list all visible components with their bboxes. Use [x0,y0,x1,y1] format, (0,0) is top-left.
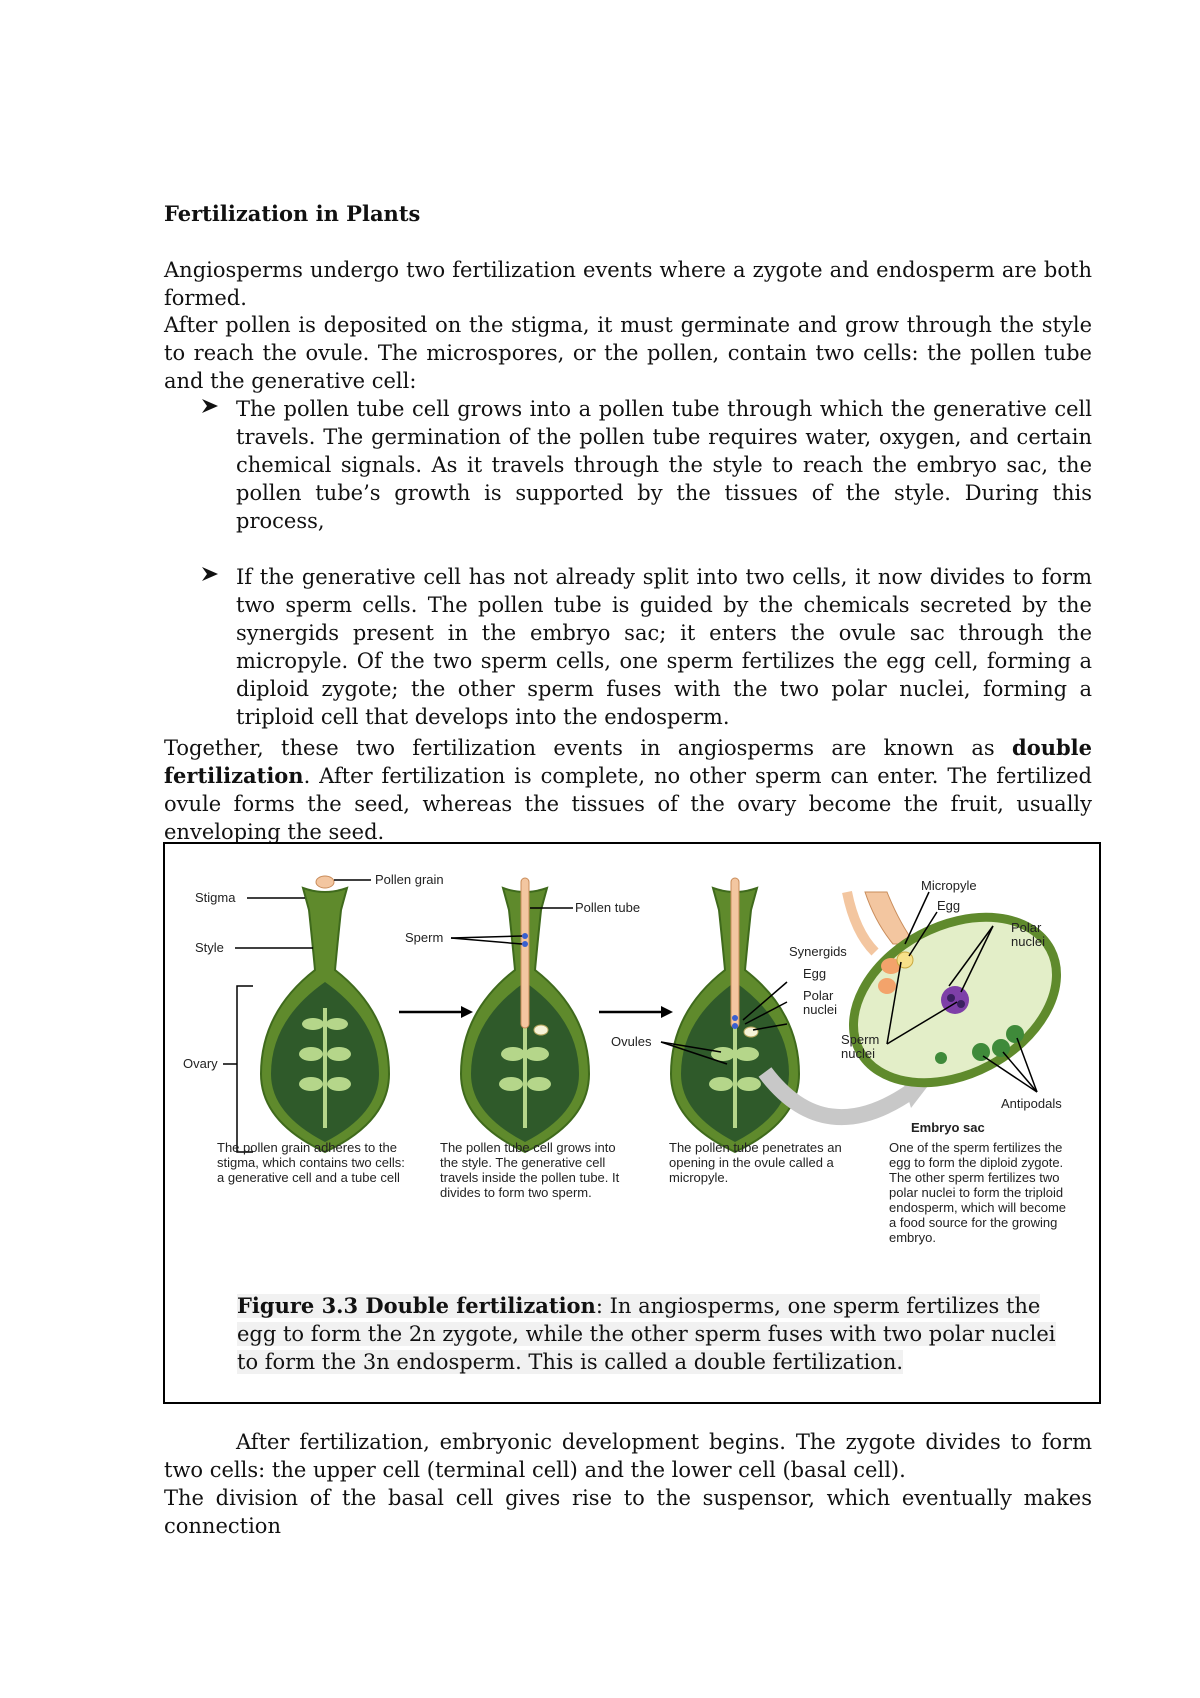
embryo-sac [825,884,1085,1116]
double-fertilization-paragraph [164,734,1092,846]
label-polar-nuclei-line1: Polar [803,988,834,1003]
label-embryo-sac: Embryo sac [911,1120,985,1135]
section-heading: Fertilization in Plants [164,201,421,226]
label-egg-sac: Egg [937,898,961,913]
arrowhead-bullet-icon [200,563,222,591]
bullet-item [200,563,1092,731]
label-polar-nuclei-sac-line1: Polar [1011,920,1042,935]
step-caption-4: One of the sperm fertilizes the egg to form the diploid zygote. The other sperm fertilizes two polar nuclei to form the triploid endosperm, which will become a food source for the growing embryo. [889,1140,1067,1245]
label-stigma: Stigma [195,890,236,905]
step-caption-3: The pollen tube penetrates an opening in the ovule called a micropyle. [669,1140,842,1185]
label-sperm-nuclei-line1: Sperm [841,1032,880,1047]
bullet-item [200,395,1092,535]
label-synergids: Synergids [789,944,847,959]
bullet-text: The pollen tube cell grows into a pollen tube through which the generative cell travels. The germination of the pollen tube requires water, oxygen, and certain chemical signals. As it travels through the style to reach the embryo sac, the pollen tube’s growth is supported by the tissues of the style. During this process, [236,397,1092,533]
bullet-list [200,395,1092,731]
label-egg: Egg [803,966,827,981]
pistil-stage-2 [451,878,589,1152]
paragraph-text: . After fertilization is complete, no other sperm can enter. The fertilized ovule forms the seed, whereas the tissues of the ovary become the fruit, usually enveloping the seed. [164,764,1092,844]
label-ovary: Ovary [183,1056,218,1071]
label-micropyle: Micropyle [921,878,977,893]
intro-paragraph: Angiosperms undergo two fertilization events where a zygote and endosperm are both formed. [164,258,1092,310]
pistil-stage-1 [223,876,389,1152]
basal-cell-paragraph: The division of the basal cell gives rise to the suspensor, which eventually makes connection [164,1486,1092,1538]
paragraph-text: Together, these two fertilization events in angiosperms are known as [164,736,1013,760]
label-antipodals: Antipodals [1001,1096,1062,1111]
label-polar-nuclei-line2: nuclei [803,1002,837,1017]
right-arrow-icon [599,1006,673,1018]
label-style: Style [195,940,224,955]
pollen-tube-shape [521,878,529,1028]
after-fertilization-paragraph: After fertilization, embryonic development begins. The zygote divides to form two cells: the upper cell (terminal cell) and the lower cell (basal cell). [164,1430,1092,1482]
pollen-grain-shape [316,876,334,888]
pollen-paragraph: After pollen is deposited on the stigma, it must germinate and grow through the style to reach the ovule. The microspores, or the pollen, contain two cells: the pollen tube and the generative cell: [164,313,1092,393]
bullet-text: If the generative cell has not already split into two cells, it now divides to form two sperm cells. The pollen tube is guided by the chemicals secreted by the synergids present in the embryo sac; it enters the ovule sac through the micropyle. Of the two sperm cells, one sperm fertilizes the egg cell, forming a diploid zygote; the other sperm fuses with the two polar nuclei, forming a triploid cell that develops into the endosperm. [236,565,1092,729]
label-polar-nuclei-sac-line2: nuclei [1011,934,1045,949]
label-pollen-grain: Pollen grain [375,872,444,887]
step-caption-1: The pollen grain adheres to the stigma, which contains two cells: a generative cell and a tube cell [217,1140,405,1185]
step-caption-2: The pollen tube cell grows into the style. The generative cell travels inside the pollen tube. It divides to form two sperm. [440,1140,620,1200]
figure-caption-title: Figure 3.3 Double fertilization [237,1293,596,1318]
arrowhead-bullet-icon [200,395,222,423]
figure-box [163,842,1101,1404]
label-sperm: Sperm [405,930,444,945]
label-pollen-tube: Pollen tube [575,900,641,915]
label-ovules: Ovules [611,1034,652,1049]
key-term: double fertilization [164,735,1092,788]
figure-caption-text: : In angiosperms, one sperm fertilizes the egg to form the 2n zygote, while the other sperm fuses with two polar nuclei to form the 3n endosperm. This is called a double fertilization. [237,1294,1056,1374]
right-arrow-icon [399,1006,473,1018]
label-sperm-nuclei-line2: nuclei [841,1046,875,1061]
figure-caption [237,1292,1077,1376]
